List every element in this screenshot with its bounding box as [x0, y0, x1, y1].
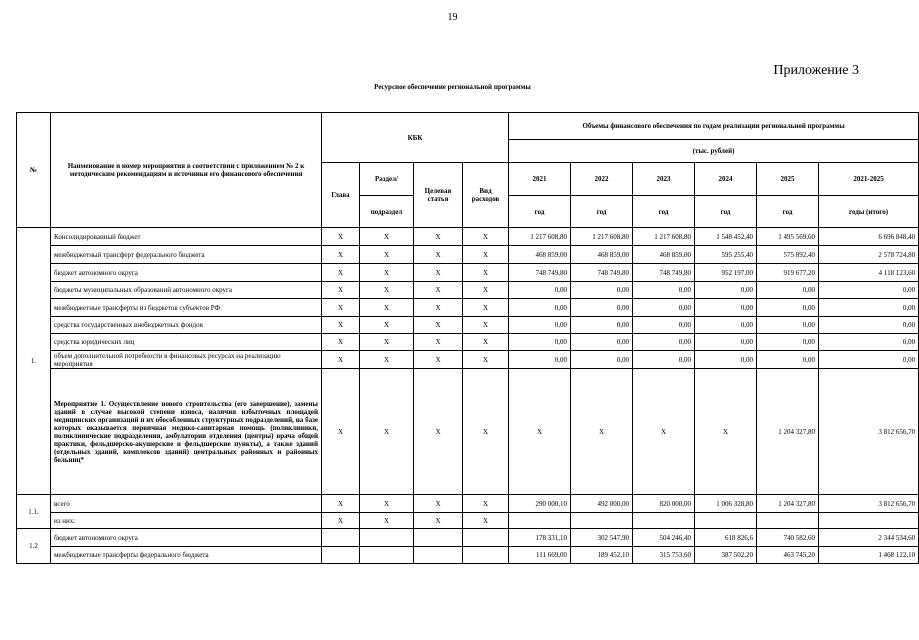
- value-cell: 0,00: [571, 282, 633, 299]
- value-cell: 0,00: [757, 299, 819, 317]
- row-name: Консолидированный бюджет: [51, 228, 322, 246]
- document-title: Ресурсное обеспечение региональной программы: [374, 83, 531, 91]
- value-cell: [571, 513, 633, 529]
- row-name: из них:: [51, 513, 322, 529]
- value-cell: 618 826,6: [695, 529, 757, 547]
- measure-description: Мероприятие 1. Осуществление нового строительства (его завершение), замены зданий в случае высокой степени износа, наличия избыточных площадей медицинских организаций и их обособленных структурных подразделений, на базе которых оказывается первичная медико-санитарная помощь (поликлиники, поликлинические подразделения, амбулатории отделения (центры) врача общей практики, фельдшерско-акушерские и фельдшерские пункты), а также зданий (отдельных зданий, комплексов зданий) центральных районных и районных больниц*: [51, 369, 322, 495]
- kbk-cell: X: [463, 282, 509, 299]
- value-cell: 2 578 724,80: [819, 246, 919, 264]
- value-cell: [633, 513, 695, 529]
- value-cell: 0,00: [509, 282, 571, 299]
- value-cell: 0,00: [509, 299, 571, 317]
- kbk-cell: X: [414, 317, 463, 334]
- value-cell: 504 246,40: [633, 529, 695, 547]
- value-cell: 748 749,80: [571, 264, 633, 282]
- kbk-cell: X: [322, 228, 360, 246]
- kbk-cell: X: [360, 495, 414, 513]
- value-cell: 3 812 656,70: [819, 495, 919, 513]
- kbk-cell: X: [414, 299, 463, 317]
- row-name: бюджет автономного округа: [51, 264, 322, 282]
- header-glava: Глава: [322, 163, 360, 228]
- kbk-cell: [322, 547, 360, 564]
- kbk-cell: X: [463, 246, 509, 264]
- kbk-cell: [463, 547, 509, 564]
- appendix-label: Приложение 3: [773, 63, 859, 78]
- value-cell: 820 000,00: [633, 495, 695, 513]
- header-units: (тыс. рублей): [509, 140, 919, 163]
- header-podrazdel: подраздел: [360, 196, 414, 228]
- value-cell: 0,00: [757, 282, 819, 299]
- value-cell: 290 000,10: [509, 495, 571, 513]
- measure-row: [17, 369, 919, 495]
- kbk-cell: X: [360, 351, 414, 369]
- kbk-cell: [322, 529, 360, 547]
- value-cell: 0,00: [819, 351, 919, 369]
- value-cell: 0,00: [571, 334, 633, 351]
- kbk-cell: X: [360, 246, 414, 264]
- value-cell: 740 582,60: [757, 529, 819, 547]
- kbk-cell: X: [414, 246, 463, 264]
- kbk-cell: X: [360, 264, 414, 282]
- value-cell: 1 217 608,80: [571, 228, 633, 246]
- value-cell: 492 000,00: [571, 495, 633, 513]
- header-year-sub: год: [695, 196, 757, 228]
- kbk-cell: X: [360, 369, 414, 495]
- value-cell: 919 677,20: [757, 264, 819, 282]
- header-year-sub: год: [757, 196, 819, 228]
- table-row: [17, 334, 919, 351]
- header-year: 2021-2025: [819, 163, 919, 196]
- table-row: [17, 351, 919, 369]
- value-cell: 189 452,10: [571, 547, 633, 564]
- value-cell: 1 204 327,80: [757, 495, 819, 513]
- kbk-cell: X: [463, 334, 509, 351]
- kbk-cell: X: [463, 299, 509, 317]
- value-cell: 463 745,20: [757, 547, 819, 564]
- header-year: 2022: [571, 163, 633, 196]
- row-name: межбюджетные трансферты из бюджетов субъектов РФ: [51, 299, 322, 317]
- value-cell: 0,00: [695, 334, 757, 351]
- kbk-cell: [463, 529, 509, 547]
- row-name: межбюджетный трансферт федерального бюджета: [51, 246, 322, 264]
- value-cell: 1 006 328,80: [695, 495, 757, 513]
- row-name: межбюджетные трансферты федерального бюджета: [51, 547, 322, 564]
- value-cell: [757, 513, 819, 529]
- value-cell: 0,00: [757, 334, 819, 351]
- row-name: всего: [51, 495, 322, 513]
- kbk-cell: X: [463, 351, 509, 369]
- kbk-cell: X: [322, 513, 360, 529]
- value-cell: 6 696 848,40: [819, 228, 919, 246]
- row-name: объем дополнительной потребности в финансовых ресурсах на реализацию мероприятия: [51, 351, 322, 369]
- value-cell: 0,00: [509, 351, 571, 369]
- header-year: 2023: [633, 163, 695, 196]
- kbk-cell: X: [360, 228, 414, 246]
- table-row: [17, 228, 919, 246]
- kbk-cell: X: [322, 264, 360, 282]
- value-cell: 0,00: [633, 317, 695, 334]
- table-row: [17, 317, 919, 334]
- value-cell: 0,00: [633, 282, 695, 299]
- kbk-cell: X: [322, 317, 360, 334]
- value-cell: 0,00: [509, 334, 571, 351]
- value-cell: [695, 513, 757, 529]
- value-cell: 0,00: [633, 299, 695, 317]
- value-cell: 0,00: [633, 351, 695, 369]
- kbk-cell: X: [463, 317, 509, 334]
- page-number: 19: [447, 12, 458, 23]
- kbk-cell: X: [360, 317, 414, 334]
- header-name: Наименование и номер мероприятия в соответствии с приложением № 2 к методическим рекомендациям и источники его финансового обеспечения: [51, 113, 322, 228]
- value-cell: 178 331,10: [509, 529, 571, 547]
- value-cell: 111 669,00: [509, 547, 571, 564]
- value-cell: 0,00: [757, 351, 819, 369]
- header-year-sub: год: [571, 196, 633, 228]
- value-cell: X: [633, 369, 695, 495]
- kbk-cell: X: [463, 495, 509, 513]
- value-cell: 3 812 656,70: [819, 369, 919, 495]
- kbk-cell: X: [322, 334, 360, 351]
- resource-table: [16, 112, 919, 564]
- value-cell: X: [509, 369, 571, 495]
- value-cell: 0,00: [695, 282, 757, 299]
- value-cell: 387 502,20: [695, 547, 757, 564]
- value-cell: 0,00: [695, 351, 757, 369]
- kbk-cell: X: [322, 495, 360, 513]
- row-name: средства государственных внебюджетных фондов: [51, 317, 322, 334]
- value-cell: 302 547,90: [571, 529, 633, 547]
- kbk-cell: [360, 547, 414, 564]
- header-number: №: [17, 113, 51, 228]
- value-cell: 0,00: [757, 317, 819, 334]
- value-cell: 0,00: [571, 299, 633, 317]
- value-cell: 468 859,00: [571, 246, 633, 264]
- header-year: 2021: [509, 163, 571, 196]
- kbk-cell: [414, 547, 463, 564]
- kbk-cell: X: [463, 228, 509, 246]
- header-year-sub: год: [633, 196, 695, 228]
- table-row: [17, 246, 919, 264]
- kbk-cell: X: [414, 495, 463, 513]
- value-cell: 1 204 327,80: [757, 369, 819, 495]
- value-cell: 1 548 452,40: [695, 228, 757, 246]
- header-year-sub: годы (итого): [819, 196, 919, 228]
- value-cell: 0,00: [819, 299, 919, 317]
- value-cell: 4 118 123,60: [819, 264, 919, 282]
- kbk-cell: X: [360, 334, 414, 351]
- row-number: 1.1.: [17, 495, 51, 529]
- value-cell: X: [695, 369, 757, 495]
- value-cell: 0,00: [695, 317, 757, 334]
- value-cell: X: [571, 369, 633, 495]
- value-cell: 748 749,80: [509, 264, 571, 282]
- value-cell: 0,00: [633, 334, 695, 351]
- value-cell: [819, 513, 919, 529]
- table-row: [17, 513, 919, 529]
- header-vid: Вид расходов: [463, 163, 509, 228]
- header-razdel: Раздел/: [360, 163, 414, 196]
- value-cell: 575 892,40: [757, 246, 819, 264]
- kbk-cell: X: [414, 513, 463, 529]
- table-row: [17, 529, 919, 547]
- kbk-cell: X: [322, 282, 360, 299]
- table-row: [17, 495, 919, 513]
- table-row: [17, 264, 919, 282]
- kbk-cell: X: [360, 513, 414, 529]
- kbk-cell: X: [322, 351, 360, 369]
- row-number: 1.2: [17, 529, 51, 564]
- row-name: бюджет автономного округа: [51, 529, 322, 547]
- value-cell: 468 859,00: [633, 246, 695, 264]
- row-number: 1.: [17, 228, 51, 495]
- value-cell: 1 468 122,10: [819, 547, 919, 564]
- header-kbk: КБК: [322, 113, 509, 163]
- kbk-cell: X: [414, 369, 463, 495]
- value-cell: 0,00: [695, 299, 757, 317]
- kbk-cell: X: [322, 299, 360, 317]
- table-row: [17, 299, 919, 317]
- value-cell: 952 197,00: [695, 264, 757, 282]
- value-cell: 2 344 534,60: [819, 529, 919, 547]
- row-name: средства юридических лиц: [51, 334, 322, 351]
- kbk-cell: X: [463, 264, 509, 282]
- kbk-cell: X: [463, 369, 509, 495]
- kbk-cell: X: [414, 264, 463, 282]
- header-year: 2024: [695, 163, 757, 196]
- kbk-cell: X: [322, 369, 360, 495]
- value-cell: [509, 513, 571, 529]
- kbk-cell: [414, 529, 463, 547]
- value-cell: 0,00: [571, 317, 633, 334]
- value-cell: 0,00: [509, 317, 571, 334]
- header-volumes: Объемы финансового обеспечения по годам реализации региональной программы: [509, 113, 919, 140]
- kbk-cell: X: [360, 299, 414, 317]
- value-cell: 0,00: [819, 317, 919, 334]
- kbk-cell: X: [414, 334, 463, 351]
- value-cell: 1 495 569,60: [757, 228, 819, 246]
- table-row: [17, 547, 919, 564]
- value-cell: 315 753,60: [633, 547, 695, 564]
- kbk-cell: X: [463, 513, 509, 529]
- value-cell: 0,00: [819, 282, 919, 299]
- header-year-sub: год: [509, 196, 571, 228]
- header-year: 2025: [757, 163, 819, 196]
- kbk-cell: X: [322, 246, 360, 264]
- kbk-cell: X: [360, 282, 414, 299]
- table-row: [17, 282, 919, 299]
- value-cell: 468 859,00: [509, 246, 571, 264]
- kbk-cell: X: [414, 351, 463, 369]
- value-cell: 748 749,80: [633, 264, 695, 282]
- value-cell: 1 217 608,80: [509, 228, 571, 246]
- value-cell: 1 217 608,80: [633, 228, 695, 246]
- kbk-cell: X: [414, 282, 463, 299]
- value-cell: 0,00: [819, 334, 919, 351]
- row-name: бюджеты муниципальных образований автономного округа: [51, 282, 322, 299]
- value-cell: 595 255,40: [695, 246, 757, 264]
- kbk-cell: [360, 529, 414, 547]
- header-target: Целевая статья: [414, 163, 463, 228]
- kbk-cell: X: [414, 228, 463, 246]
- value-cell: 0,00: [571, 351, 633, 369]
